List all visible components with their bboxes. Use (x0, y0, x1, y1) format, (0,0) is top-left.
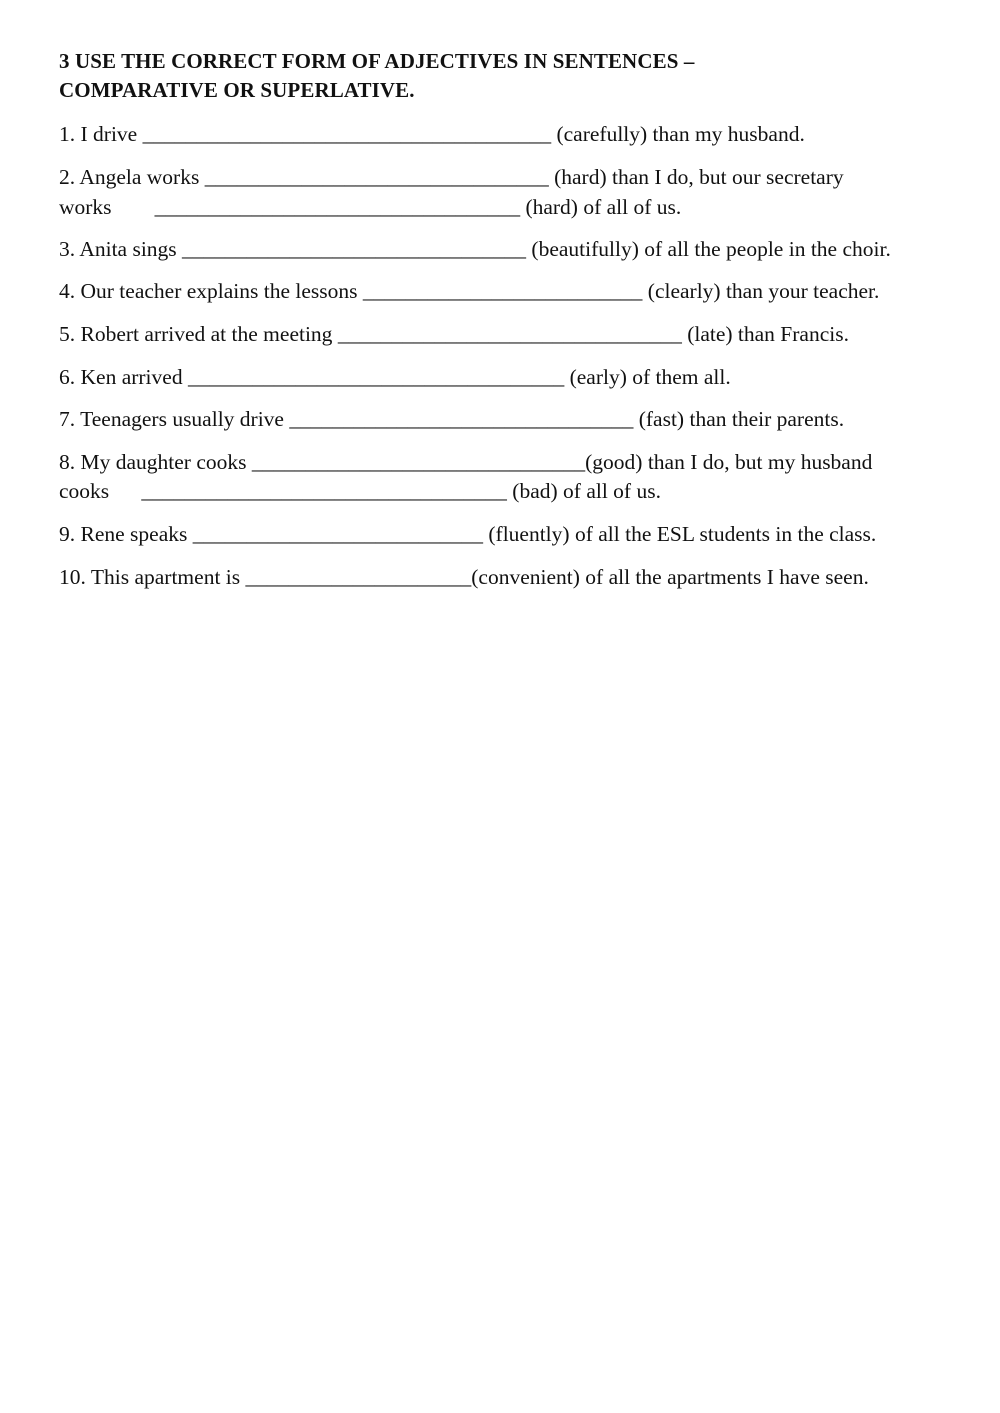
sentence-8 (59, 450, 872, 474)
sentence-2 (59, 165, 844, 189)
answer-blank[interactable]: ________________________________ (289, 407, 634, 431)
sentence-text: (fast) than their parents. (633, 407, 845, 431)
sentence-text: 3. Anita sings (59, 237, 183, 261)
sentence-text: (hard) than I do, but our secretary (548, 165, 844, 189)
sentence-4 (59, 279, 879, 303)
sentence-8-continued (59, 479, 661, 503)
sentence-text: (convenient) of all the apartments I have seen. (471, 565, 869, 589)
sentence-text: (bad) of all of us. (506, 479, 661, 503)
sentence-text: 9. Rene speaks (59, 522, 193, 546)
sentence-text: (fluently) of all the ESL students in the class. (483, 522, 877, 546)
sentence-text: (beautifully) of all the people in the choir. (526, 237, 891, 261)
sentence-text: 5. Robert arrived at the meeting (59, 322, 338, 346)
sentence-7 (59, 407, 844, 431)
sentence-text: 1. I drive (59, 122, 143, 146)
answer-blank[interactable]: _______________________________ (251, 450, 586, 474)
answer-blank[interactable]: ________________________________ (182, 237, 527, 261)
answer-blank[interactable]: __________________________________ (154, 195, 521, 219)
sentence-6 (59, 365, 731, 389)
sentence-text: 10. This apartment is (59, 565, 246, 589)
sentence-text: (carefully) than my husband. (551, 122, 805, 146)
sentence-9 (59, 522, 876, 546)
answer-blank[interactable]: ___________________________ (192, 522, 483, 546)
sentence-text: 8. My daughter cooks (59, 450, 252, 474)
sentence-text: (late) than Francis. (681, 322, 849, 346)
sentence-5 (59, 322, 849, 346)
sentence-10 (59, 565, 869, 589)
answer-blank[interactable]: _____________________ (245, 565, 472, 589)
sentence-text: cooks (59, 479, 142, 503)
answer-blank[interactable]: ______________________________________ (142, 122, 552, 146)
sentence-text: (hard) of all of us. (520, 195, 682, 219)
sentence-3 (59, 237, 891, 261)
sentence-text: 4. Our teacher explains the lessons (59, 279, 363, 303)
sentence-text: works (59, 195, 155, 219)
sentence-text: 7. Teenagers usually drive (59, 407, 290, 431)
sentence-1 (59, 122, 805, 146)
sentence-text: 6. Ken arrived (59, 365, 188, 389)
sentence-text: (good) than I do, but my husband (585, 450, 873, 474)
sentence-text: (clearly) than your teacher. (642, 279, 880, 303)
exercise-title (59, 47, 939, 105)
answer-blank[interactable]: __________________________ (362, 279, 643, 303)
title-line-1: 3 USE THE CORRECT FORM OF ADJECTIVES IN SENTENCES – (59, 49, 695, 73)
title-line-2: COMPARATIVE OR SUPERLATIVE. (59, 78, 415, 102)
sentence-2-continued (59, 195, 681, 219)
sentence-text: 2. Angela works (59, 165, 205, 189)
answer-blank[interactable]: __________________________________ (141, 479, 507, 503)
sentence-text: (early) of them all. (564, 365, 731, 389)
answer-blank[interactable]: ________________________________ (204, 165, 549, 189)
answer-blank[interactable]: ___________________________________ (187, 365, 565, 389)
answer-blank[interactable]: ________________________________ (337, 322, 682, 346)
